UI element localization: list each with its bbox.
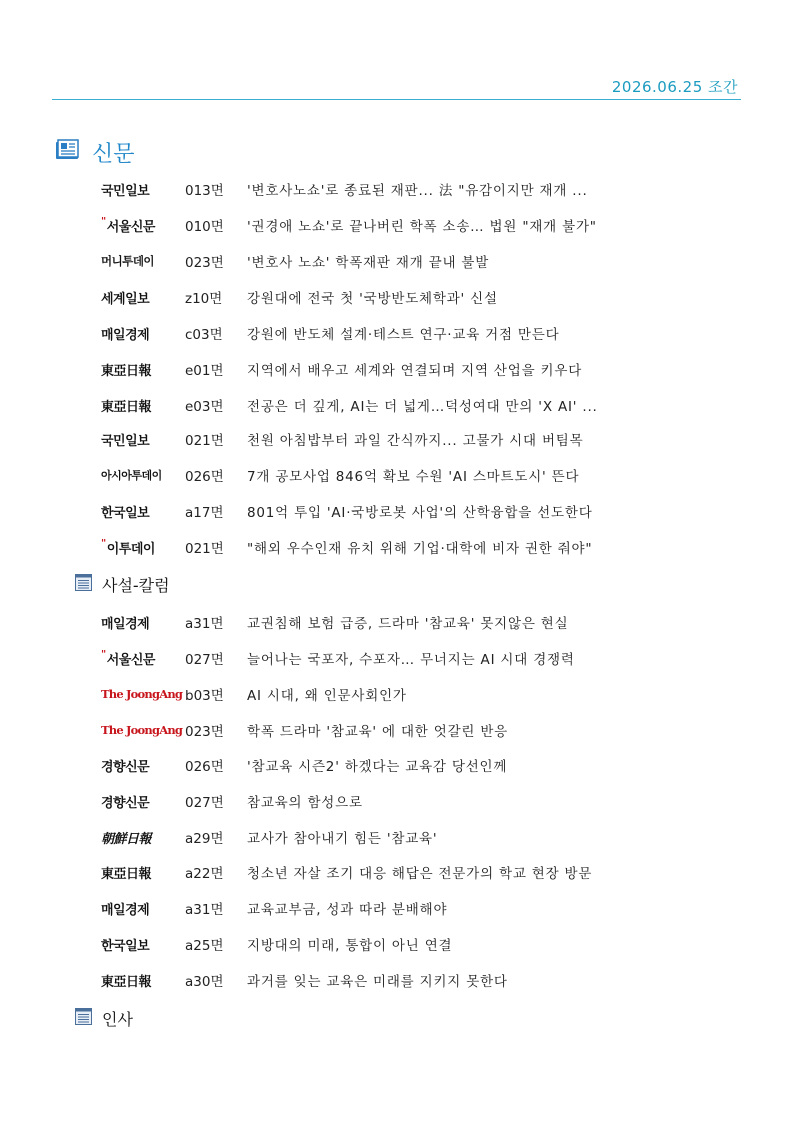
newspaper-name: 한국일보 <box>101 938 150 954</box>
newspaper-name-text: 서울신문 <box>106 652 155 668</box>
newspaper-name: 국민일보 <box>101 183 150 199</box>
newspaper-name: The JoongAng <box>101 723 183 737</box>
logo-mark-icon: " <box>101 537 106 549</box>
article-headline[interactable]: 교권침해 보험 급증, 드라마 '참교육' 못지않은 현실 <box>247 616 569 632</box>
article-row[interactable] <box>101 214 741 236</box>
edition-date: 2026.06.25 조간 <box>611 78 738 96</box>
article-headline[interactable]: '참교육 시즌2' 하겠다는 교육감 당선인께 <box>247 759 508 775</box>
article-headline[interactable]: 801억 투입 'AI·국방로봇 사업'의 산학융합을 선도한다 <box>247 505 593 521</box>
article-headline[interactable]: "해외 우수인재 유치 위해 기업·대학에 비자 권한 줘야" <box>247 541 593 557</box>
section-personnel-header <box>75 1008 133 1028</box>
newspaper-name: 경향신문 <box>101 795 150 811</box>
newspaper-name: 한국일보 <box>101 505 150 521</box>
page-number: a30면 <box>185 974 224 990</box>
document-icon <box>75 574 92 595</box>
article-headline[interactable]: 과거를 잊는 교육은 미래를 지키지 못한다 <box>247 974 508 990</box>
page-number: a31면 <box>185 902 224 918</box>
article-headline[interactable]: 교사가 참아내기 힘든 '참교육' <box>247 831 438 847</box>
newspaper-name: The JoongAng <box>101 687 183 701</box>
article-row[interactable] <box>101 790 741 812</box>
article-row[interactable] <box>101 861 741 883</box>
section-title: 사설-칼럼 <box>102 575 170 595</box>
page-number: 026면 <box>185 469 224 485</box>
article-headline[interactable]: 지방대의 미래, 통합이 아닌 연결 <box>247 938 453 954</box>
newspaper-name: 東亞日報 <box>101 866 152 882</box>
section-editorial-header <box>75 574 170 594</box>
page-number: 027면 <box>185 652 224 668</box>
section-title: 신문 <box>92 141 135 167</box>
page-number: b03면 <box>185 688 224 704</box>
article-row[interactable] <box>101 286 741 308</box>
article-headline[interactable]: '변호사 노쇼' 학폭재판 재개 끝내 불발 <box>247 255 490 271</box>
section-newspaper-header <box>54 138 135 166</box>
article-row[interactable] <box>101 611 741 633</box>
newspaper-name-text: 이투데이 <box>106 541 155 557</box>
article-row[interactable] <box>101 358 741 380</box>
article-row[interactable] <box>101 322 741 344</box>
article-row[interactable] <box>101 969 741 991</box>
article-row[interactable] <box>101 536 741 558</box>
newspaper-name: 朝鮮日報 <box>101 831 152 847</box>
newspaper-name <box>101 649 185 668</box>
newspaper-name: 경향신문 <box>101 759 150 775</box>
page-number: a22면 <box>185 866 224 882</box>
article-row[interactable] <box>101 464 741 486</box>
page-number: 021면 <box>185 433 224 449</box>
page-number: 023면 <box>185 255 224 271</box>
article-headline[interactable]: 학폭 드라마 '참교육' 에 대한 엇갈린 반응 <box>247 724 509 740</box>
article-row[interactable] <box>101 178 741 200</box>
article-row[interactable] <box>101 754 741 776</box>
newspaper-name: 세계일보 <box>101 291 150 307</box>
newspaper-name: 매일경제 <box>101 327 150 343</box>
newspaper-name-text: 서울신문 <box>106 219 155 235</box>
page-number: 021면 <box>185 541 224 557</box>
page-number: e03면 <box>185 399 224 415</box>
article-row[interactable] <box>101 394 741 416</box>
article-headline[interactable]: 참교육의 함성으로 <box>247 795 363 811</box>
page-number: e01면 <box>185 363 224 379</box>
document-icon <box>75 1008 92 1029</box>
article-headline[interactable]: 청소년 자살 조기 대응 해답은 전문가의 학교 현장 방문 <box>247 866 593 882</box>
newspaper-name: 국민일보 <box>101 433 150 449</box>
newspaper-name <box>101 538 185 557</box>
page-number: 023면 <box>185 724 224 740</box>
article-headline[interactable]: 7개 공모사업 846억 확보 수원 'AI 스마트도시' 뜬다 <box>247 469 580 485</box>
logo-mark-icon: " <box>101 648 106 660</box>
article-row[interactable] <box>101 647 741 669</box>
page-number: a31면 <box>185 616 224 632</box>
article-headline[interactable]: 지역에서 배우고 세계와 연결되며 지역 산업을 키우다 <box>247 363 583 379</box>
newspaper-name: 머니투데이 <box>101 254 155 268</box>
article-row[interactable] <box>101 428 741 450</box>
page-number: a29면 <box>185 831 224 847</box>
article-row[interactable] <box>101 250 741 272</box>
newspaper-name <box>101 216 185 235</box>
page-number: 026면 <box>185 759 224 775</box>
section-title: 인사 <box>102 1009 133 1029</box>
article-row[interactable] <box>101 933 741 955</box>
article-row[interactable] <box>101 897 741 919</box>
newspaper-name: 매일경제 <box>101 616 150 632</box>
article-headline[interactable]: 전공은 더 깊게, AI는 더 넓게…덕성여대 만의 'X AI' ... <box>247 399 598 415</box>
page-number: a25면 <box>185 938 224 954</box>
article-headline[interactable]: 천원 아침밥부터 과일 간식까지... 고물가 시대 버팀목 <box>247 433 584 449</box>
page-number: 013면 <box>185 183 224 199</box>
header-divider <box>52 99 741 100</box>
article-row[interactable] <box>101 500 741 522</box>
page-number: z10면 <box>185 291 223 307</box>
article-headline[interactable]: 교육교부금, 성과 따라 분배해야 <box>247 902 448 918</box>
page-number: 010면 <box>185 219 224 235</box>
article-row[interactable] <box>101 683 741 705</box>
article-headline[interactable]: 강원대에 전국 첫 '국방반도체학과' 신설 <box>247 291 498 307</box>
article-headline[interactable]: 늘어나는 국포자, 수포자… 무너지는 AI 시대 경쟁력 <box>247 652 575 668</box>
article-row[interactable] <box>101 719 741 741</box>
newspaper-icon <box>54 138 80 166</box>
page-number: 027면 <box>185 795 224 811</box>
newspaper-name: 東亞日報 <box>101 399 152 415</box>
page-number: a17면 <box>185 505 224 521</box>
page-number: c03면 <box>185 327 223 343</box>
newspaper-name: 아시아투데이 <box>101 469 162 482</box>
article-row[interactable] <box>101 826 741 848</box>
logo-mark-icon: " <box>101 215 106 227</box>
article-headline[interactable]: '권경애 노쇼'로 끝나버린 학폭 소송… 법원 "재개 불가" <box>247 219 597 235</box>
newspaper-name: 東亞日報 <box>101 974 152 990</box>
article-headline[interactable]: AI 시대, 왜 인문사회인가 <box>247 688 407 704</box>
newspaper-name: 매일경제 <box>101 902 150 918</box>
article-headline[interactable]: '변호사노쇼'로 종료된 재판... 法 "유감이지만 재개 ... <box>247 183 588 199</box>
newspaper-name: 東亞日報 <box>101 363 152 379</box>
article-headline[interactable]: 강원에 반도체 설계·테스트 연구·교육 거점 만든다 <box>247 327 560 343</box>
